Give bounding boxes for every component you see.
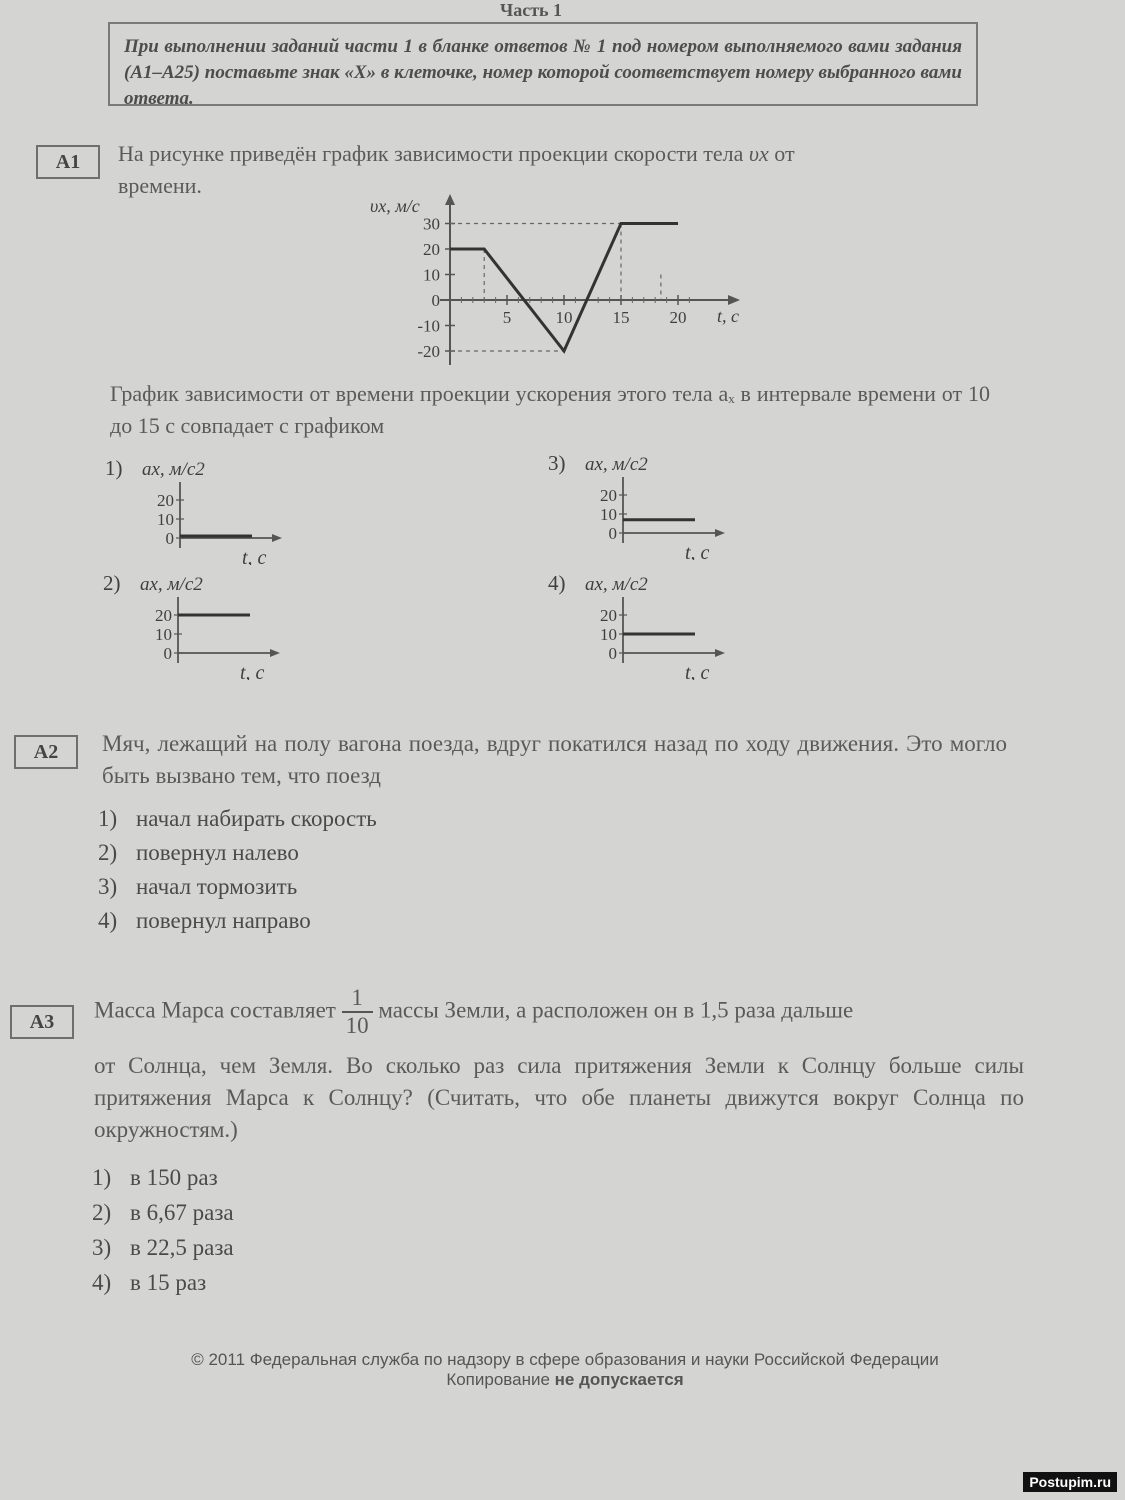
fraction: $\frac{1}{10}$ [342,985,373,1039]
option-number: 3) [548,451,566,475]
question-label-a3: А3 [10,1005,74,1039]
y-tick-label: -20 [417,342,440,361]
mini-x-arrow [715,529,725,537]
question-label-a1: А1 [36,145,100,179]
part-title: Часть 1 [500,0,563,20]
y-tick-label: 30 [423,214,440,234]
mini-x-arrow [270,649,280,657]
question-a1-line1-end: от [774,141,795,166]
mini-y-tick-label: 20 [600,486,617,505]
option-number: 2) [103,571,121,595]
answer-graph-option[interactable] [543,565,743,685]
graph-y-label: ax, м/с2 [142,459,205,480]
option-number: 1) [105,456,123,480]
footer-copy-notice: Копирование не допускается [446,1370,684,1389]
option-number: 4) [548,571,566,595]
mini-x-label: t, с [240,662,265,680]
answer-option[interactable]: 4) повернул направо [98,908,311,933]
answer-option[interactable]: 1) в 150 раз [92,1165,218,1190]
mini-y-tick-label: 0 [608,524,617,543]
guide-lines [450,224,678,352]
mini-x-label: t, с [242,547,267,565]
instructions-box: При выполнении заданий части 1 в бланке ответов № 1 под номером выполняемого вами задания (А1–А25) поставьте знак «X» в клеточке, номер которой соответствует номеру выбранного вами ответа. [108,22,978,106]
acceleration-graph [543,565,743,680]
velocity-symbol: υx [748,141,769,166]
graph-y-label: ax, м/с2 [585,574,648,595]
graph-y-label: ax, м/с2 [585,454,648,475]
footer [100,1350,1030,1390]
footer-copyright: © 2011 Федеральная служба по надзору в сфере образования и науки Российской Федерации [191,1350,939,1369]
mini-y-tick-label: 20 [600,606,617,625]
mini-y-tick-label: 0 [608,644,617,663]
mini-y-tick-label: 10 [600,505,617,524]
x-tick-label: 5 [502,308,512,327]
y-tick-label: 10 [423,265,440,285]
mini-x-label: t, с [685,542,710,560]
question-a1-prompt: График зависимости от времени проекции ускорения этого тела aₓ в интервале времени от 10 до 15 с совпадает с графиком [110,381,990,438]
chart-y-label: υx, м/с [370,196,420,216]
answer-option[interactable]: 2) повернул налево [98,840,299,865]
velocity-line [450,224,678,352]
x-tick-label: 20 [669,308,687,327]
answer-option[interactable]: 1) начал набирать скорость [98,806,377,831]
chart-x-label: t, с [717,306,739,326]
mini-x-label: t, с [685,662,710,680]
graph-y-label: ax, м/с2 [140,574,203,595]
x-tick-label: 15 [612,308,630,327]
answer-graph-option[interactable] [100,450,300,570]
mini-x-arrow [715,649,725,657]
question-a2-options [98,806,377,942]
y-tick-label: 0 [431,291,440,310]
question-a1-line1: На рисунке приведён график зависимости проекции скорости тела [118,141,744,166]
question-a3-options [92,1165,234,1305]
question-a2-text: Мяч, лежащий на полу вагона поезда, вдруг покатился назад по ходу движения. Это могло быть вызвано тем, что поезд [102,731,1007,788]
y-tick-label: 20 [423,240,440,259]
answer-option[interactable]: 4) в 15 раз [92,1270,207,1295]
question-a3-first-line: Масса Марса составляет $\frac{1}{10}$ массы Земли, а расположен он в 1,5 раза дальше [94,985,854,1038]
acceleration-graph [100,450,300,565]
acceleration-graph [98,565,298,680]
mini-y-tick-label: 20 [157,491,174,510]
answer-option[interactable]: 3) начал тормозить [98,874,298,899]
answer-option[interactable]: 2) в 6,67 раза [92,1200,234,1225]
y-tick-label: -10 [417,316,440,336]
answer-graph-option[interactable] [543,445,743,565]
question-a3-text: от Солнца, чем Земля. Во сколько раз сила притяжения Земли к Солнцу больше силы притяжения Марса к Солнцу? (Считать, что обе планеты движутся вокруг Солнца по окружностям.) [94,1053,1024,1142]
watermark: Postupim.ru [1023,1472,1117,1492]
x-axis-arrow [728,295,740,305]
mini-y-tick-label: 20 [155,606,172,625]
question-a1-line2: времени. [118,173,202,198]
mini-y-tick-label: 0 [165,529,174,548]
velocity-chart [355,190,755,375]
answer-option[interactable]: 3) в 22,5 раза [92,1235,234,1260]
mini-y-tick-label: 0 [163,644,172,663]
mini-y-tick-label: 10 [155,625,172,644]
mini-y-tick-label: 10 [157,510,174,529]
mini-x-arrow [272,534,282,542]
x-tick-label: 10 [555,308,573,327]
acceleration-graph [543,445,743,560]
answer-graph-option[interactable] [98,565,298,685]
y-axis-arrow [445,194,455,205]
mini-y-tick-label: 10 [600,625,617,644]
question-label-a2: А2 [14,735,78,769]
